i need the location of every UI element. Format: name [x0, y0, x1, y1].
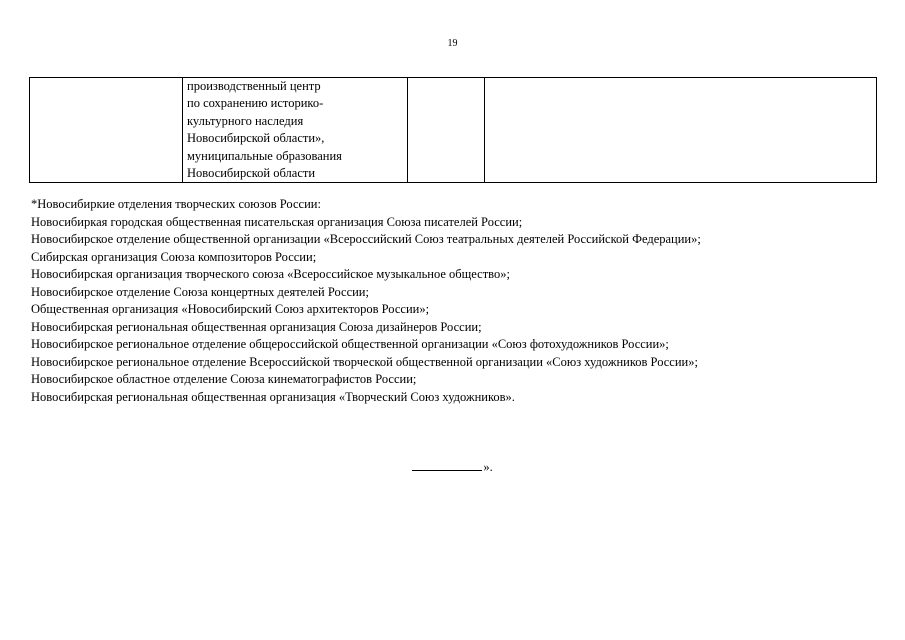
cell-text-line: производственный центр: [187, 79, 321, 93]
closing-quote: ».: [483, 460, 493, 474]
table-cell-4: [485, 78, 877, 183]
footnote-item: Общественная организация «Новосибирский Союз архитекторов России»;: [31, 302, 430, 316]
table-row: [30, 78, 877, 183]
page-number: 19: [447, 38, 458, 49]
footnote-item: Новосибирская региональная общественная организация «Творческий Союз художников».: [31, 389, 515, 404]
footnote-item: Новосибиркая городская общественная писательская организация Союза писателей России;: [31, 214, 523, 229]
cell-text-line: по сохранению историко-: [187, 96, 324, 111]
document-table: [29, 77, 877, 183]
footnote-item: Новосибирское областное отделение Союза кинематографистов России;: [31, 372, 417, 386]
footnote-item: Новосибирская организация творческого союза «Всероссийское музыкальное общество»;: [31, 267, 510, 281]
table-cell-3: [408, 78, 485, 183]
cell-text-line: муниципальные образования: [187, 148, 342, 163]
table-cell-1: [30, 78, 183, 183]
closing-mark: [0, 458, 905, 476]
footnote-item: Новосибирское региональное отделение общероссийской общественной организации «Союз фотохудожников России»;: [31, 337, 669, 351]
footnote-item: Новосибирская региональная общественная организация Союза дизайнеров России;: [31, 319, 482, 334]
footnote-item: Новосибирское отделение Союза концертных деятелей России;: [31, 284, 369, 299]
cell-text-line: культурного наследия: [187, 113, 304, 128]
cell-text-line: Новосибирской области»,: [187, 131, 325, 146]
footnote-item: Новосибирское региональное отделение Всероссийской творческой общественной организации «Союз художников России»;: [31, 354, 698, 369]
closing-blank-line: [412, 458, 482, 471]
cell-text-line: Новосибирской области: [187, 166, 316, 181]
footnote-item: Сибирская организация Союза композиторов России;: [31, 249, 317, 264]
footnote-heading: *Новосибиркие отделения творческих союзов России:: [31, 197, 321, 211]
footnote-item: Новосибирское отделение общественной организации «Всероссийский Союз театральных деятелей Российской Федерации»;: [31, 232, 701, 246]
table-cell-2: [183, 78, 408, 183]
footnote-block: [31, 196, 881, 406]
